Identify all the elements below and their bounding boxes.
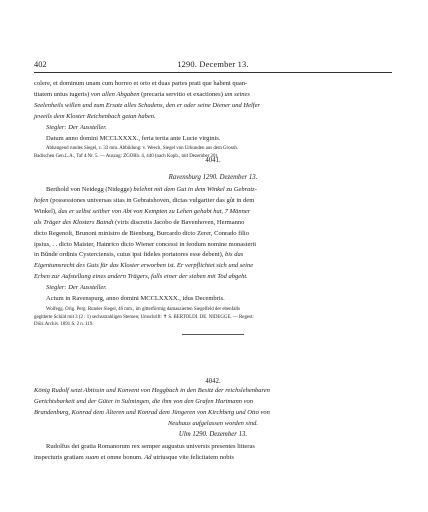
section-divider	[182, 334, 244, 335]
text-line: colere, et dominum unam cum horreo et orto et duas partes prati que habent quan-	[34, 80, 248, 87]
dateline: Ravensburg 1290. Dezember 13.	[168, 174, 258, 181]
text-line: Rudolfus dei gratia Romanorum rex semper augustus universis presentes litteras	[46, 442, 255, 450]
italic-span: Eigentumsrecht des Guts für das Kloster erworben ist. Er verpflichtet sich und seine	[34, 262, 254, 270]
document-number: 4042.	[205, 378, 221, 385]
header-rule	[34, 72, 392, 73]
text-line: titatem unius iugeris) von allen Abgaben (precaria servitio et exactiones) um seines	[34, 90, 250, 98]
text-line: als Träger des Klosters Baindt (viris discretis Jacobo de Bavenhoven, Hermanno	[34, 218, 245, 226]
text-line: in Bŭnde ordinis Cysterciensis, cuius ipsi fideles portatores esse debent), bis das	[34, 251, 244, 259]
text-line	[34, 112, 392, 123]
italic-span: Erben zur Aufstellung eines andern Trägers, falls einer der sieben mit Tod abgeht.	[34, 273, 248, 281]
sealer-line: Siegler: Der Aussteller.	[46, 284, 107, 292]
note-line: Abhangend rundes Siegel, c. 33 mm. Abbildung: v. Weech, Siegel von Urkunden aus dem Grossh.	[46, 146, 239, 152]
charter-text	[34, 442, 392, 464]
text-line: ipsius, . . dicto Maister, Hainrico dicto Wiener concessi in feodum nomine monasterii	[34, 240, 257, 248]
text-line: inspecturis gratiam suam et omne bonum. Ad utriusque vite felicitatem nobis	[34, 453, 234, 461]
datum-line: Datum anno domini MCCLXXXX., feria tertia ante Lucie virginis.	[46, 134, 221, 142]
text-line: Neuhaus aufgelassen worden sind.	[167, 419, 259, 427]
note-line: Badischen Gen.L.A., Taf 4 Nr. 5. — Auszug: ZGORh. 4, 440 (nach Kopb., mit Dezember 20).	[34, 154, 219, 160]
document-4042	[34, 378, 392, 463]
text-line: Brandenburg, Konrad dem Älteren und Konrad dem Jüngeren von Kirchberg und Otto von	[34, 408, 270, 416]
italic-span: belehnt mit dem Gut in dem Winkel zu Gebratz-	[133, 186, 257, 193]
document-4040-end	[34, 79, 392, 161]
archival-note	[34, 306, 392, 329]
italic-span: hofen	[34, 196, 49, 204]
dateline: Ulm 1290. Dezember 13.	[178, 430, 248, 438]
italic-span: Seelenheils willen und zum Ersatz alles Schadens, den er oder seine Diener und Helfer	[34, 101, 261, 109]
note-line: Diöz.Archiv. 1891 S. 2 n. 119.	[34, 322, 94, 328]
italic-span: jeweils dem Kloster Reichenbach getan haben.	[34, 112, 156, 120]
document-4041	[34, 157, 392, 335]
charter-text	[34, 185, 392, 305]
italic-span: als Träger des Klosters Baindt	[34, 218, 114, 226]
actum-line: Actum in Ravenspurg, anno domini MCCLXXXX., idus Decembris.	[46, 295, 225, 303]
text-line: König Rudolf setzt Abtissin und Konvent von Heggbach in den Besitz der reichslehenbaren	[34, 387, 270, 394]
text-line: Winkel), das er selbst seither von Abt von Kempten zu Lehen gehabt hat, 7 Männer	[34, 207, 251, 215]
document-number: 4041.	[205, 157, 221, 164]
charter-text	[34, 79, 392, 144]
italic-span: suam	[85, 453, 99, 461]
italic-span: bis das	[225, 251, 244, 259]
italic-span: Ad	[144, 453, 152, 461]
text-line: Gerichtsbarkeit und der Güter in Sulmingen, die ihm von den Grafen Hartmann von	[34, 397, 253, 405]
text-line: Berthold von Neidegg (Nidegge) belehnt mit dem Gut in dem Winkel zu Gebratz-	[46, 186, 257, 193]
italic-span: von allen Abgaben	[90, 90, 140, 98]
note-line: Wolfegg. Orig. Perg. Runder Siegel, 46 mm., im gitterförmig damaszierten Siegelfeld der ebenfalls	[46, 306, 241, 312]
page-number: 402	[34, 60, 47, 69]
text-line	[34, 261, 392, 272]
text-line: dicto Regenolt, Brunoni ministro de Bienburg, Burcardo dicto Zerer, Conrado filio	[34, 229, 249, 237]
note-line: gegitterte Schild mit 3 (2 : 1) sechsstrahligen Sternen; Umschrift: ✝ S. BERTOLDI. DE. NIDEGGE. — Regest:	[34, 314, 254, 320]
italic-span: das er selbst seither von Abt von Kempten zu Lehen gehabt hat, 7 Männer	[58, 207, 251, 215]
text-line	[34, 272, 392, 283]
italic-span: um seines	[224, 90, 250, 98]
text-line	[34, 101, 392, 112]
sealer-line: Siegler: Der Aussteller.	[46, 123, 107, 131]
running-title: 1290. December 13.	[177, 60, 249, 69]
regest	[34, 386, 392, 430]
text-line: hofen (possessiones universas sitas in Gebratshoven, dictas vulgariter das gůt in dem	[34, 196, 255, 204]
running-header	[34, 60, 392, 72]
